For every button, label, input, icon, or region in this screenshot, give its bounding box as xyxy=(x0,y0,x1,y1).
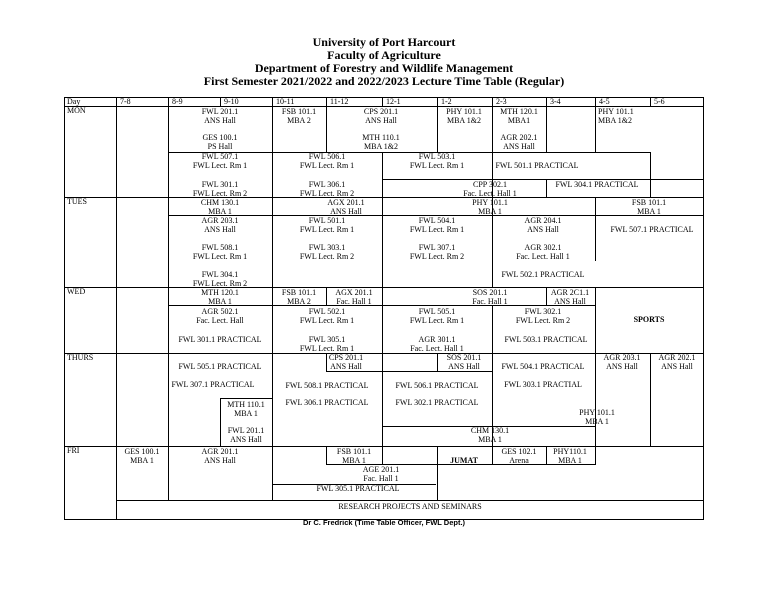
timetable-cell: PHY 101.1 MBA 1 xyxy=(579,408,615,426)
timetable-cell: AGR 203.1 ANS Hall xyxy=(603,353,641,371)
timetable-cell: FWL 506.1 PRACTICAL xyxy=(395,381,479,390)
timetable-cell: SOS 201.1 ANS Hall xyxy=(446,353,482,371)
timetable-cell: FWL 303.1 PRACTIAL xyxy=(504,380,582,389)
timetable-cell: CHM 130.1 MBA 1 xyxy=(200,198,240,216)
timetable-cell: FWL 505.1 FWL Lect. Rm 1 xyxy=(409,307,465,325)
timetable-cell: AGR 202.1 ANS Hall xyxy=(658,353,696,371)
day-label-thu: THURS xyxy=(67,353,94,362)
timetable-cell: FWL 307.1 FWL Lect. Rm 2 xyxy=(409,243,465,261)
timetable-cell: FSB 101.1 MBA 2 xyxy=(281,107,317,125)
timetable-cell: FWL 301.1 FWL Lect. Rm 2 xyxy=(192,180,248,198)
timetable-cell: MTH 120.1 MBA 1 xyxy=(201,288,239,306)
jumat-cell: JUMAT xyxy=(450,456,478,465)
timetable-cell: FWL 303.1 FWL Lect. Rm 2 xyxy=(299,243,355,261)
col-header-7-8: 7-8 xyxy=(120,97,131,106)
timetable-officer-credit: Dr C. Fredrick (Time Table Officer, FWL Dept.) xyxy=(302,518,466,527)
timetable-cell: PHY 101.1 MBA 1&2 xyxy=(598,107,634,125)
timetable-title: First Semester 2021/2022 and 2022/2023 Lecture Time Table (Regular) xyxy=(203,74,565,88)
col-header-10-11: 10-11 xyxy=(276,97,295,106)
faculty-title: Faculty of Agriculture xyxy=(327,48,441,62)
timetable-cell: FWL 501.1 PRACTICAL xyxy=(495,161,579,170)
col-header-day: Day xyxy=(67,97,81,106)
timetable-cell: AGR 202.1 ANS Hall xyxy=(500,133,538,151)
timetable-cell: CPS 201.1 ANS Hall xyxy=(328,353,364,371)
timetable-cell: AGR 301.1 Fac. Lect. Hall 1 xyxy=(410,335,464,353)
timetable-cell: GES 102.1 Arena xyxy=(501,447,537,465)
col-header-9-10: 9-10 xyxy=(224,97,239,106)
timetable-cell: FWL 301.1 PRACTICAL xyxy=(178,335,262,344)
timetable-cell: PHY 101.1 MBA 1&2 xyxy=(446,107,482,125)
day-label-fri: FRI xyxy=(67,446,80,455)
sports-cell: SPORTS xyxy=(633,315,665,324)
timetable-cell: FWL 502.1 FWL Lect. Rm 1 xyxy=(299,307,355,325)
timetable-cell: AGR 203.1 ANS Hall xyxy=(201,216,239,234)
timetable-cell: AGX 201.1 Fac. Hall 1 xyxy=(335,288,373,306)
timetable-cell: FWL 501.1 FWL Lect. Rm 1 xyxy=(299,216,355,234)
timetable-cell: FWL 201.1 ANS Hall xyxy=(227,426,265,444)
timetable-cell: FWL 505.1 PRACTICAL xyxy=(178,362,262,371)
timetable-cell: MTH 110.1 MBA 1&2 xyxy=(362,133,400,151)
timetable-cell: MTH 120.1 MBA1 xyxy=(500,107,538,125)
timetable-cell: FWL 504.1 FWL Lect. Rm 1 xyxy=(409,216,465,234)
research-projects-row: RESEARCH PROJECTS AND SEMINARS xyxy=(338,502,482,511)
timetable-cell: SOS 201.1 Fac. Hall 1 xyxy=(472,288,508,306)
timetable-cell: FSB 101.1 MBA 1 xyxy=(336,447,372,465)
grid-line xyxy=(703,97,704,520)
timetable-cell: FWL 504.1 PRACTICAL xyxy=(501,362,585,371)
timetable-cell: FWL 306.1 PRACTICAL xyxy=(285,398,369,407)
timetable-cell: FWL 201.1 ANS Hall xyxy=(201,107,239,125)
timetable-cell: AGR 204.1 ANS Hall xyxy=(524,216,562,234)
timetable-cell: FWL 508.1 PRACTICAL xyxy=(285,381,369,390)
timetable-cell: GES 100.1 MBA 1 xyxy=(124,447,160,465)
timetable-cell: CHM 130.1 MBA 1 xyxy=(470,426,510,444)
timetable-cell: AGR 201.1 ANS Hall xyxy=(201,447,239,465)
col-header-12-1: 12-1 xyxy=(386,97,401,106)
timetable-cell: FWL 305.1 FWL Lect. Rm 1 xyxy=(299,335,355,353)
col-header-2-3: 2-3 xyxy=(496,97,507,106)
timetable-cell: CPP 302.1 Fac. Lect. Hall 1 xyxy=(463,180,517,198)
timetable-cell: FWL 307.1 PRACTICAL xyxy=(171,380,255,389)
col-header-3-4: 3-4 xyxy=(550,97,561,106)
timetable-cell: PHY 101.1 MBA 1 xyxy=(472,198,508,216)
timetable-cell: GES 100.1 PS Hall xyxy=(202,133,238,151)
timetable-cell: FSB 101.1 MBA 2 xyxy=(281,288,317,306)
col-header-4-5: 4-5 xyxy=(599,97,610,106)
day-label-wed: WED xyxy=(67,287,86,296)
timetable-cell: FWL 306.1 FWL Lect. Rm 2 xyxy=(299,180,355,198)
timetable-cell: FWL 305.1 PRACTICAL xyxy=(316,484,400,493)
timetable-cell: AGE 201.1 Fac. Hall 1 xyxy=(362,465,400,483)
timetable-cell: FWL 503.1 FWL Lect. Rm 1 xyxy=(409,152,465,170)
timetable-cell: FWL 506.1 FWL Lect. Rm 1 xyxy=(299,152,355,170)
col-header-1-2: 1-2 xyxy=(441,97,452,106)
grid-line xyxy=(64,97,65,520)
timetable-cell: FWL 304.1 PRACTICAL xyxy=(555,180,639,189)
timetable-cell: AGR 2C1.1 ANS Hall xyxy=(550,288,590,306)
timetable-cell: AGX 201.1 ANS Hall xyxy=(327,198,365,216)
timetable-cell: FWL 304.1 FWL Lect. Rm 2 xyxy=(192,270,248,288)
timetable-cell: FWL 508.1 FWL Lect. Rm 1 xyxy=(192,243,248,261)
timetable-cell: CPS 201.1 ANS Hall xyxy=(363,107,399,125)
university-title: University of Port Harcourt xyxy=(312,35,456,49)
timetable-cell: AGR 502.1 Fac. Lect. Hall xyxy=(196,307,244,325)
day-label-mon: MON xyxy=(67,106,86,115)
col-header-8-9: 8-9 xyxy=(172,97,183,106)
timetable-cell: PHY110.1 MBA 1 xyxy=(553,447,587,465)
timetable-cell: FWL 502.1 PRACTICAL xyxy=(501,270,585,279)
department-title: Department of Forestry and Wildlife Management xyxy=(254,61,514,75)
timetable-cell: FSB 101.1 MBA 1 xyxy=(631,198,667,216)
timetable-cell: AGR 302.1 Fac. Lect. Hall 1 xyxy=(516,243,570,261)
col-header-5-6: 5-6 xyxy=(654,97,665,106)
timetable-cell: FWL 503.1 PRACTICAL xyxy=(504,335,588,344)
timetable-cell: FWL 507.1 PRACTICAL xyxy=(610,225,694,234)
col-header-11-12: 11-12 xyxy=(330,97,349,106)
timetable-cell: FWL 302.1 PRACTICAL xyxy=(395,398,479,407)
timetable-cell: MTH 110.1 MBA 1 xyxy=(227,400,265,418)
timetable-cell: FWL 507.1 FWL Lect. Rm 1 xyxy=(192,152,248,170)
timetable-cell: FWL 302.1 FWL Lect. Rm 2 xyxy=(515,307,571,325)
day-label-tue: TUES xyxy=(67,197,87,206)
